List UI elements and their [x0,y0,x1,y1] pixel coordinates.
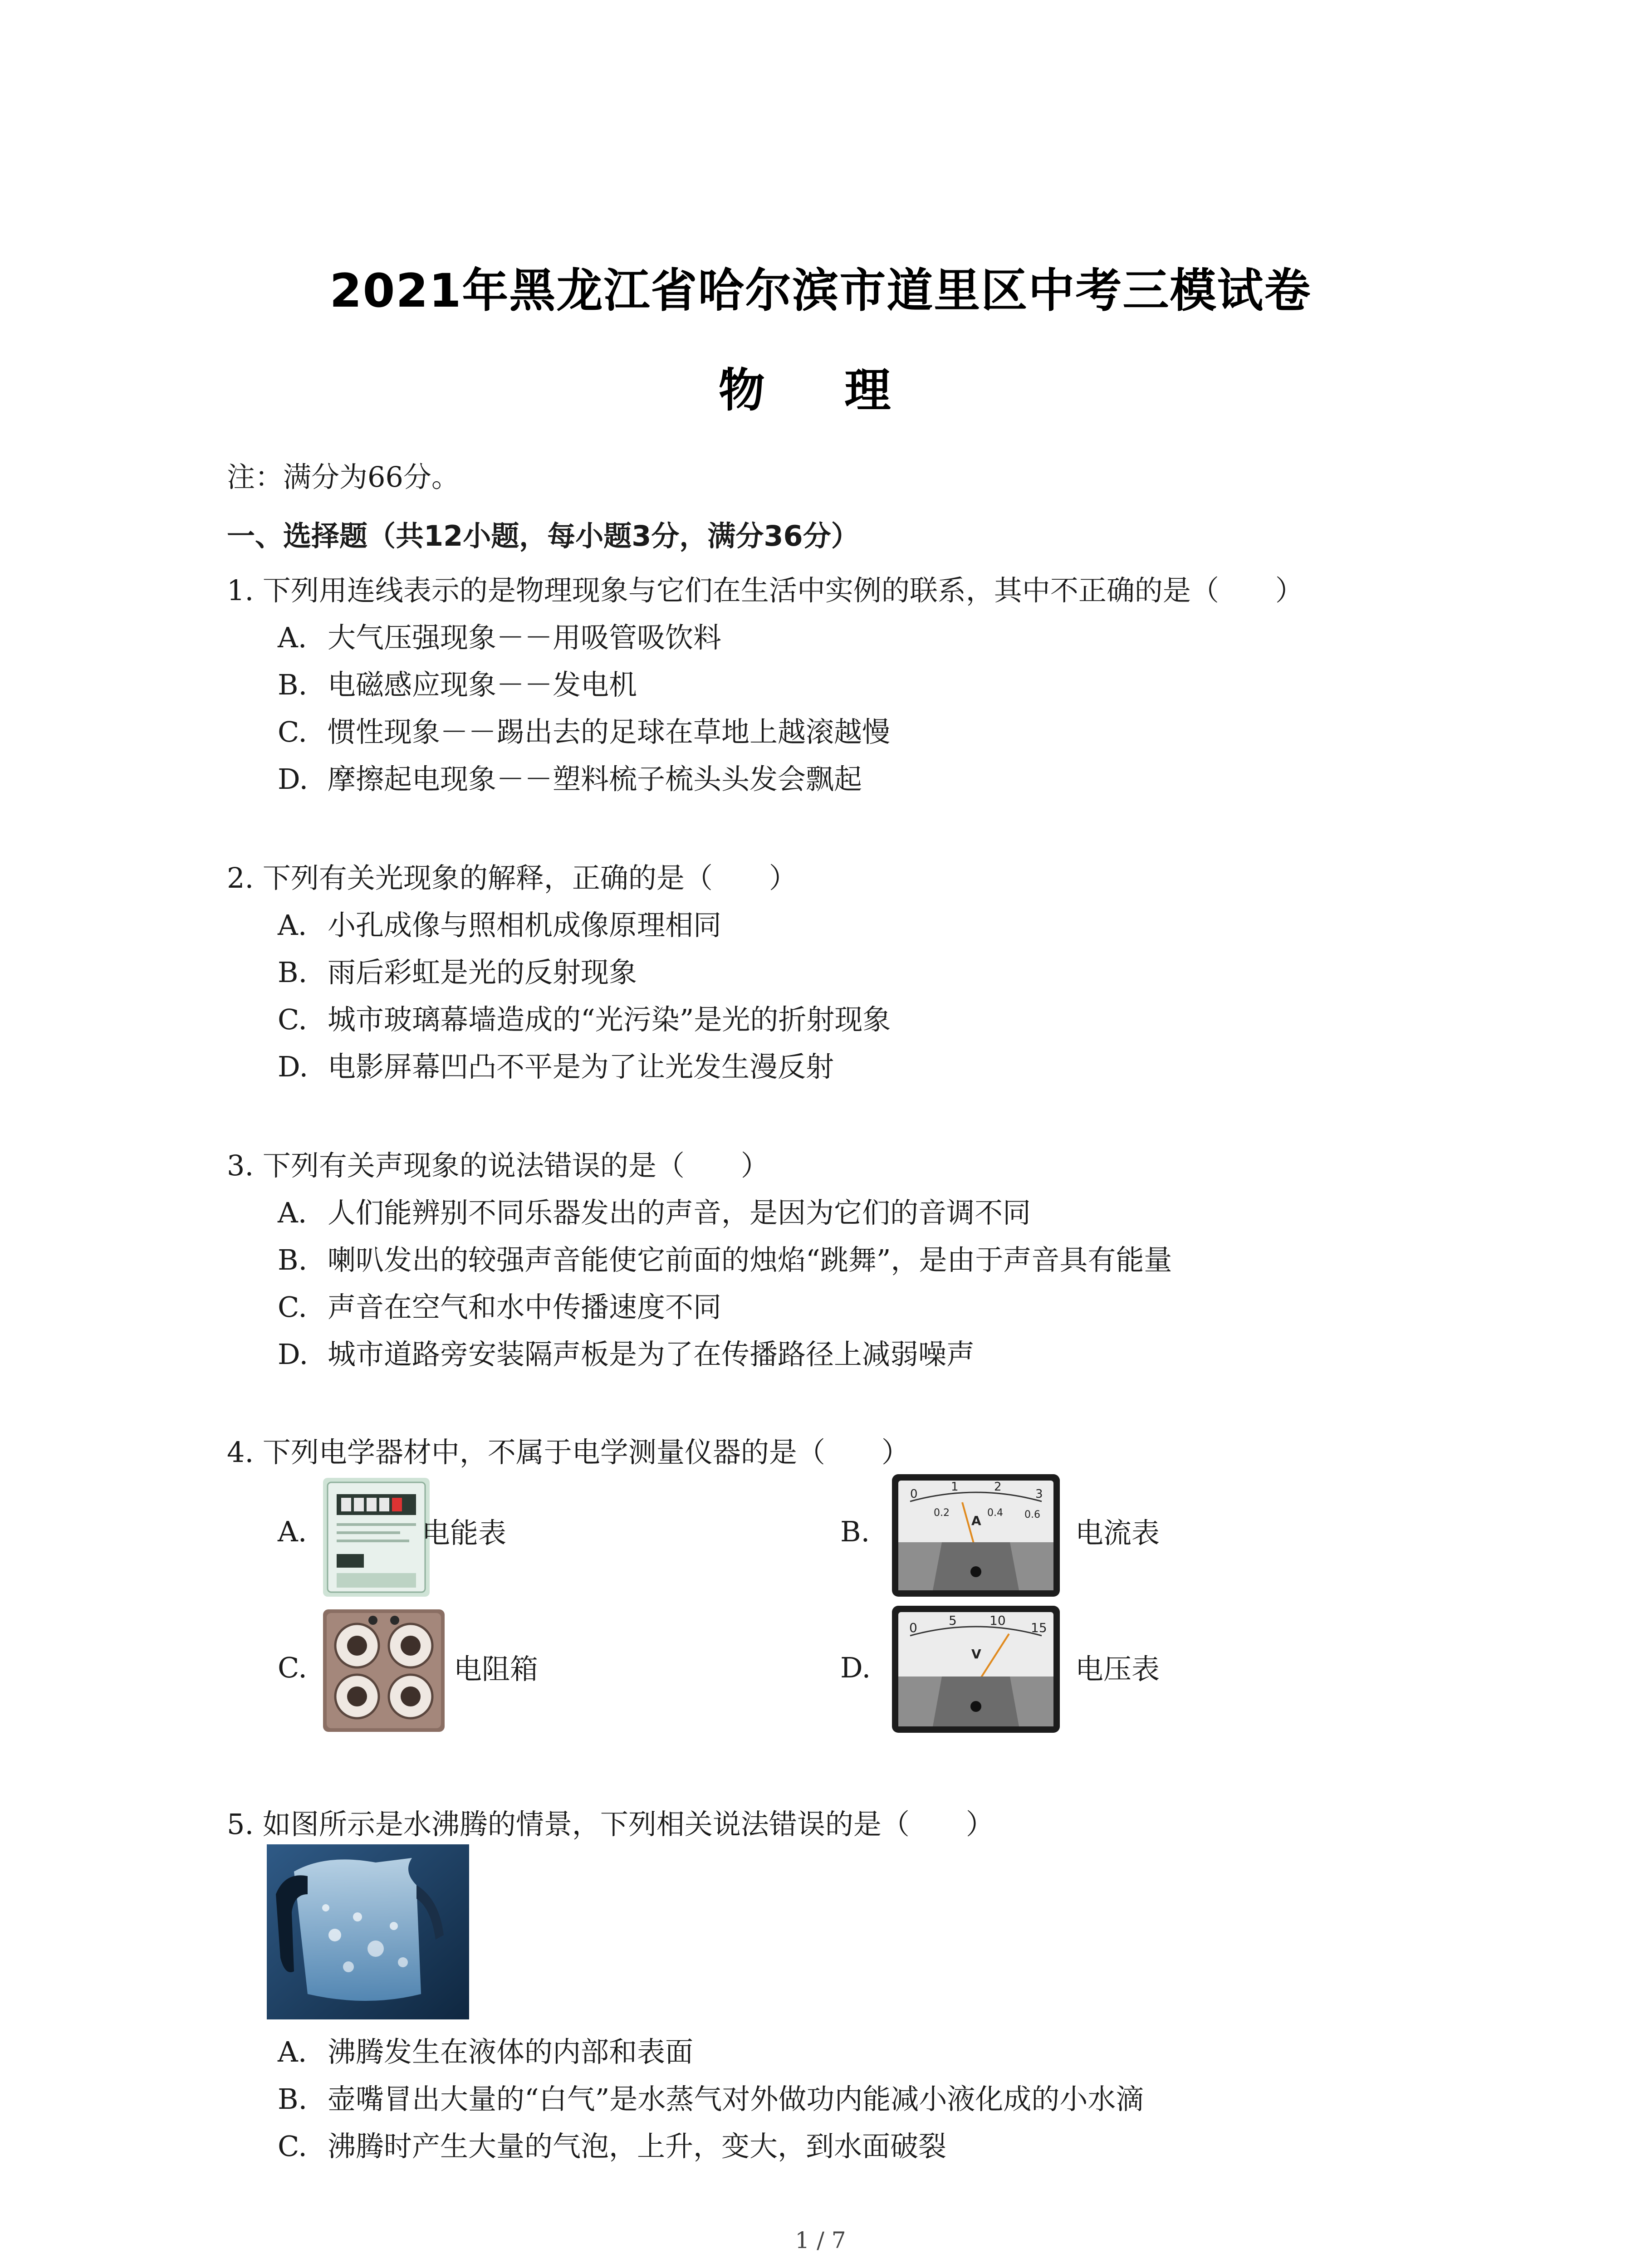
voltmeter-scale-label: 5 [949,1613,957,1628]
option-text: 喇叭发出的较强声音能使它前面的烛焰“跳舞”，是由于声音具有能量 [328,1243,1172,1276]
q2-option-a [278,903,721,943]
page-number: 1 / 7 [795,2227,846,2253]
voltmeter-symbol: V [971,1647,981,1662]
ammeter-scale-label: 3 [1035,1487,1043,1501]
q1-option-b [278,662,637,703]
q4-option-a-letter: A. [278,1515,307,1548]
option-letter: D. [278,763,309,796]
ammeter-scale-label: 0 [910,1487,918,1501]
q4-option-d-text: 电压表 [1075,1652,1160,1686]
option-letter: C. [278,2130,307,2163]
option-text: 人们能辨别不同乐器发出的声音，是因为它们的音调不同 [328,1196,1031,1229]
resistance-box-image [323,1609,445,1732]
option-letter: B. [278,2082,308,2116]
question-4-stem: 4. 下列电学器材中，不属于电学测量仪器的是（ ） [227,1436,910,1469]
q5-option-c [278,2124,946,2164]
q4-option-b-letter: B. [840,1515,870,1548]
q1-option-a [278,615,721,655]
q4-option-d-letter: D. [840,1651,871,1684]
option-letter: B. [278,1243,308,1276]
section-heading: 一、选择题（共12小题，每小题3分，满分36分） [227,519,859,552]
option-text: 大气压强现象－－用吸管吸饮料 [328,621,722,654]
q5-option-a [278,2029,693,2070]
q3-option-d [278,1332,975,1372]
option-letter: C. [278,715,307,748]
option-letter: D. [278,1050,309,1083]
option-text: 雨后彩虹是光的反射现象 [328,956,637,989]
option-letter: C. [278,1003,307,1036]
voltmeter-scale-label: 10 [989,1613,1006,1628]
q4-option-b-text: 电流表 [1075,1516,1160,1549]
q1-option-d [278,757,862,797]
energy-meter-image [323,1478,430,1597]
q3-option-b [278,1237,1172,1278]
option-text: 小孔成像与照相机成像原理相同 [328,909,722,942]
ammeter-symbol: A [971,1513,981,1528]
option-text: 声音在空气和水中传播速度不同 [328,1290,722,1324]
option-letter: A. [278,2035,307,2068]
ammeter-scale-label: 1 [951,1480,959,1494]
boiling-water-kettle-image [267,1844,469,2019]
q2-option-b [278,950,637,990]
option-text: 沸腾发生在液体的内部和表面 [328,2035,694,2068]
option-text: 壶嘴冒出大量的“白气”是水蒸气对外做功内能减小液化成的小水滴 [328,2082,1144,2116]
question-5-stem: 5. 如图所示是水沸腾的情景，下列相关说法错误的是（ ） [227,1808,994,1841]
option-letter: B. [278,668,308,701]
q1-option-c [278,709,890,750]
option-text: 沸腾时产生大量的气泡，上升，变大，到水面破裂 [328,2130,947,2163]
exam-title: 2021年黑龙江省哈尔滨市道里区中考三模试卷 [329,264,1312,318]
option-text: 城市玻璃幕墙造成的“光污染”是光的折射现象 [328,1003,891,1036]
option-text: 城市道路旁安装隔声板是为了在传播路径上减弱噪声 [328,1338,975,1371]
option-text: 惯性现象－－踢出去的足球在草地上越滚越慢 [328,715,891,748]
subject-title: 物 理 [718,364,923,418]
q2-option-c [278,997,891,1037]
option-text: 摩擦起电现象－－塑料梳子梳头头发会飘起 [328,763,862,796]
ammeter-scale-label: 0.2 [934,1507,950,1519]
option-letter: A. [278,909,307,942]
option-text: 电磁感应现象－－发电机 [328,668,637,701]
ammeter-scale-label: 2 [994,1480,1002,1494]
q5-option-b [278,2077,1144,2117]
ammeter-image [892,1474,1060,1597]
q4-option-c-text: 电阻箱 [454,1652,539,1686]
question-3-stem: 3. 下列有关声现象的说法错误的是（ ） [227,1149,769,1182]
question-1-stem: 1. 下列用连线表示的是物理现象与它们在生活中实例的联系，其中不正确的是（ ） [227,574,1303,607]
option-letter: C. [278,1290,307,1324]
q4-option-a-text: 电能表 [422,1516,507,1549]
ammeter-scale-label: 0.6 [1024,1509,1040,1520]
voltmeter-image [892,1606,1060,1733]
q2-option-d [278,1044,834,1085]
voltmeter-scale-label: 15 [1031,1620,1047,1635]
q4-option-c-letter: C. [278,1651,307,1684]
score-note: 注：满分为66分。 [227,460,460,494]
option-letter: A. [278,621,307,654]
ammeter-scale-label: 0.4 [987,1507,1003,1519]
q3-option-c [278,1285,721,1325]
option-text: 电影屏幕凹凸不平是为了让光发生漫反射 [328,1050,834,1083]
voltmeter-scale-label: 0 [909,1620,917,1635]
q3-option-a [278,1190,1031,1231]
option-letter: A. [278,1196,307,1229]
question-2-stem: 2. 下列有关光现象的解释，正确的是（ ） [227,861,797,894]
option-letter: D. [278,1338,309,1371]
option-letter: B. [278,956,308,989]
